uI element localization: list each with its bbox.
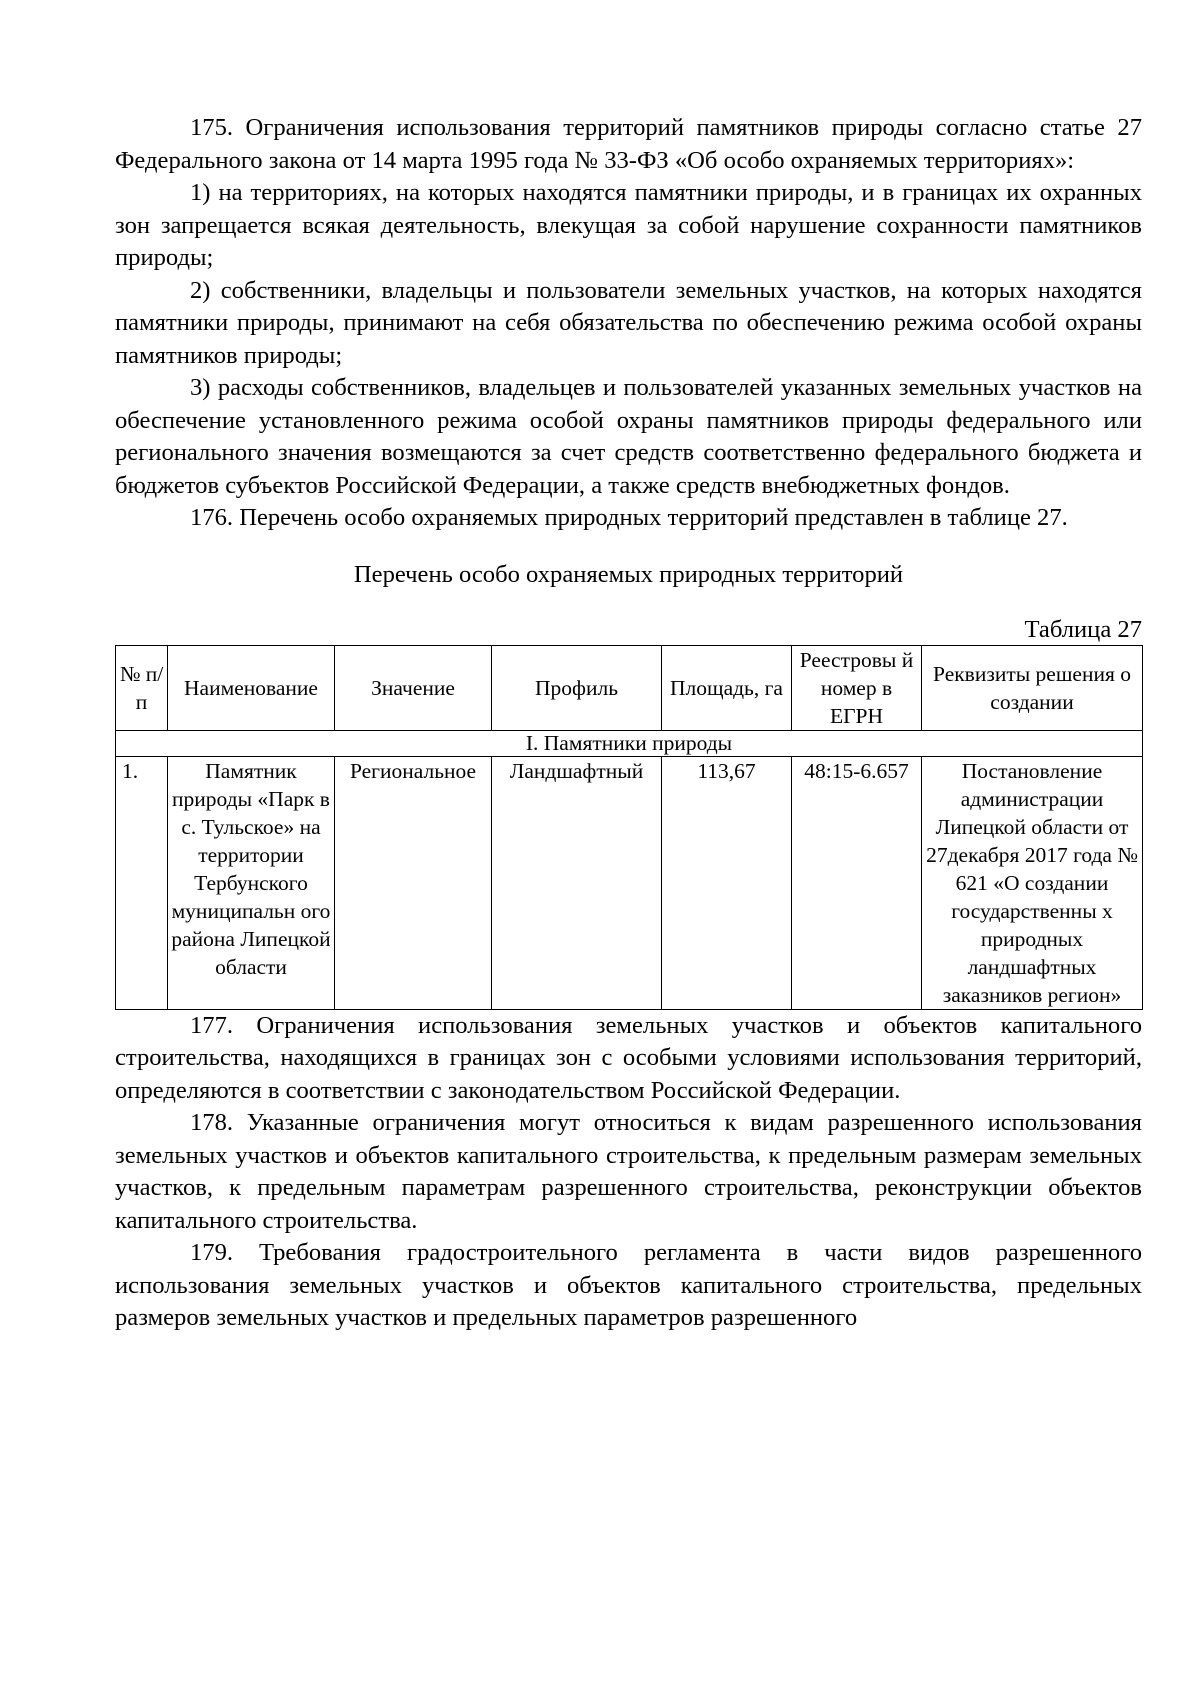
cell-significance: Региональное (335, 756, 492, 1009)
cell-name: Памятник природы «Парк в с. Тульское» на территории Тербунского муниципальн ого района Липецкой области (168, 756, 335, 1009)
paragraph-179: 179. Требования градостроительного регламента в части видов разрешенного использования земельных участков и объектов капитального строительства, предельных размеров земельных участков и предельных параметров разрешенного (115, 1239, 1142, 1331)
table-section-row (116, 730, 1143, 756)
header-registry-number: Реестровы й номер в ЕГРН (792, 645, 922, 730)
cell-number: 1. (116, 756, 168, 1009)
header-area: Площадь, га (662, 645, 792, 730)
list-item-2: 2) собственники, владельцы и пользователи земельных участков, на которых находятся памятники природы, принимают на себя обязательства по обеспечению режима особой охраны памятников природы; (115, 276, 1142, 369)
header-significance: Значение (335, 645, 492, 730)
list-item-3: 3) расходы собственников, владельцев и пользователей указанных земельных участков на обеспечение установленного режима особой охраны памятников природы федерального или регионального значения возмещаются за счет средств соответственно федерального бюджета и бюджетов субъектов Российской Федерации, а также средств внебюджетных фондов. (115, 374, 1142, 499)
table-number: Таблица 27 (1024, 615, 1142, 643)
cell-decision-details: Постановление администрации Липецкой области от 27декабря 2017 года № 621 «О создании государственны х природных ландшафтных заказников регион» (922, 756, 1143, 1009)
paragraph-175: 175. Ограничения использования территорий памятников природы согласно статье 27 Федерального закона от 14 марта 1995 года № 33-ФЗ «Об особо охраняемых территориях»: (115, 114, 1142, 174)
document-page (115, 112, 1142, 1335)
list-item-1: 1) на территориях, на которых находятся памятники природы, и в границах их охранных зон запрещается всякая деятельность, влекущая за собой нарушение сохранности памятников природы; (115, 179, 1142, 271)
cell-area: 113,67 (662, 756, 792, 1009)
section-label: I. Памятники природы (116, 730, 1143, 756)
header-decision-details: Реквизиты решения о создании (922, 645, 1143, 730)
paragraph-178: 178. Указанные ограничения могут относиться к видам разрешенного использования земельных участков и объектов капитального строительства, к предельным размерам земельных участков, к предельным параметрам разрешенного строительства, реконструкции объектов капитального строительства. (115, 1109, 1142, 1234)
cell-profile: Ландшафтный (492, 756, 662, 1009)
protected-areas-table (115, 645, 1143, 1010)
table-title: Перечень особо охраняемых природных территорий (353, 560, 904, 588)
paragraph-176: 176. Перечень особо охраняемых природных территорий представлен в таблице 27. (190, 504, 1068, 531)
header-number: № п/п (116, 645, 168, 730)
table-header-row (116, 645, 1143, 730)
header-profile: Профиль (492, 645, 662, 730)
header-name: Наименование (168, 645, 335, 730)
table-row (116, 756, 1143, 1009)
paragraph-177: 177. Ограничения использования земельных участков и объектов капитального строительства, находящихся в границах зон с особыми условиями использования территорий, определяются в соответствии с законодательством Российской Федерации. (115, 1011, 1142, 1104)
cell-registry-number: 48:15-6.657 (792, 756, 922, 1009)
